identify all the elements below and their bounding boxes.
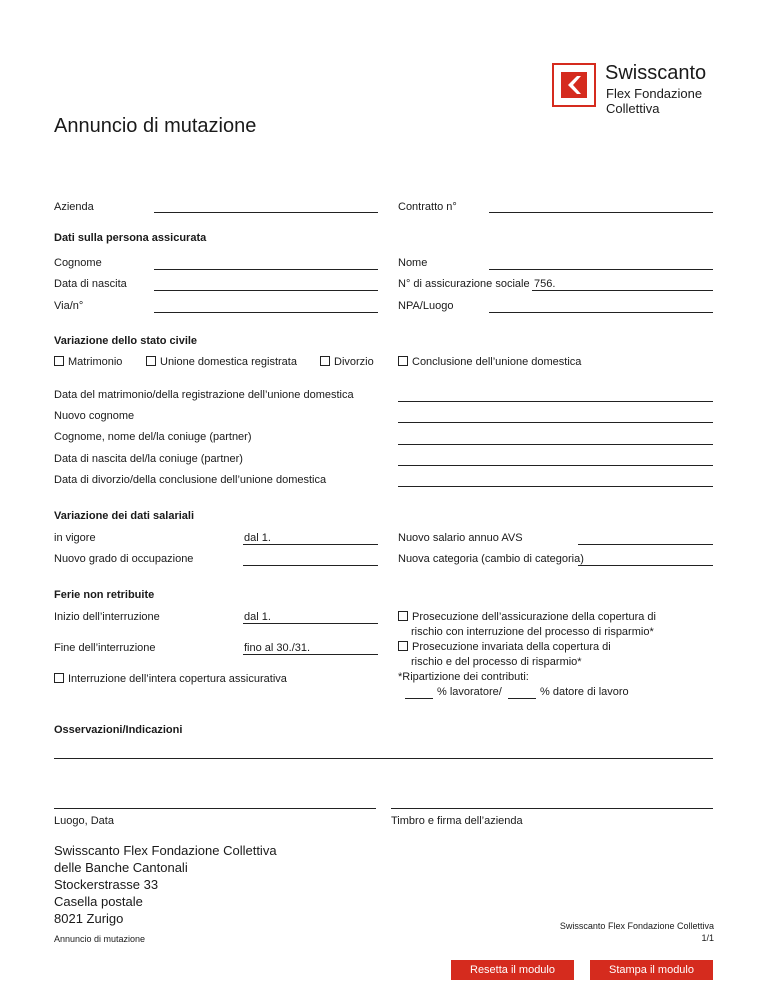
address-line: 8021 Zurigo [54, 911, 124, 926]
via-field[interactable] [154, 312, 378, 313]
datore-pct-field[interactable] [508, 698, 536, 699]
address-line: delle Banche Cantonali [54, 860, 188, 875]
civile-heading: Variazione dello stato civile [54, 335, 198, 347]
civile-field-label: Cognome, nome del/la coniuge (partner) [54, 431, 252, 443]
checkbox-prosecuzione-2[interactable] [398, 641, 611, 653]
nome-label: Nome [398, 257, 428, 269]
civile-field-input[interactable] [398, 401, 713, 402]
prosecuzione-2-line2: rischio e del processo di risparmio* [411, 656, 582, 668]
npa-label: NPA/Luogo [398, 300, 454, 312]
civile-field-label: Nuovo cognome [54, 410, 135, 422]
address-line: Stockerstrasse 33 [54, 877, 159, 892]
checkbox-label: Prosecuzione dell’assicurazione della copertura di [412, 611, 656, 623]
address-block [54, 842, 277, 927]
ahv-label: N° di assicurazione sociale [398, 278, 530, 290]
checkbox-interruzione-intera[interactable] [54, 673, 287, 685]
checkbox-prosecuzione-1[interactable] [398, 611, 656, 623]
checkbox-label: Interruzione dell’intera copertura assicurativa [68, 673, 287, 685]
in-vigore-label: in vigore [54, 532, 96, 544]
fine-fino: fino al 30./31. [244, 642, 311, 654]
ahv-prefix: 756. [534, 278, 556, 290]
ferie-heading: Ferie non retribuite [54, 589, 155, 601]
checkbox-label: Prosecuzione invariata della copertura di [412, 641, 611, 653]
checkbox-label: Matrimonio [68, 356, 123, 368]
in-vigore-dal: dal 1. [244, 532, 271, 544]
grado-label: Nuovo grado di occupazione [54, 553, 194, 565]
print-button[interactable]: Stampa il modulo [590, 960, 713, 980]
checkbox-label: Conclusione dell’unione domestica [412, 356, 582, 368]
grado-field[interactable] [243, 565, 378, 566]
civile-field-input[interactable] [398, 465, 713, 466]
timbro-label: Timbro e firma dell’azienda [391, 815, 523, 827]
footer-right: Swisscanto Flex Fondazione Collettiva [559, 921, 714, 931]
checkbox-label: Unione domestica registrata [160, 356, 297, 368]
azienda-label: Azienda [54, 201, 94, 213]
persona-heading: Dati sulla persona assicurata [54, 232, 207, 244]
checkbox-icon [54, 673, 64, 683]
footer-left: Annuncio di mutazione [54, 934, 146, 944]
checkbox-icon [146, 356, 156, 366]
data-nascita-label: Data di nascita [54, 278, 127, 290]
in-vigore-field[interactable] [243, 544, 378, 545]
reset-button[interactable]: Resetta il modulo [451, 960, 574, 980]
lavoratore-label: % lavoratore/ [437, 686, 502, 698]
checkbox-matrimonio[interactable] [54, 356, 122, 368]
inizio-label: Inizio dell’interruzione [54, 611, 160, 623]
logo-brand: Swisscanto [605, 62, 707, 84]
checkbox-label: Divorzio [334, 356, 374, 368]
osservazioni-heading: Osservazioni/Indicazioni [54, 724, 183, 736]
via-label: Via/n° [54, 300, 84, 312]
npa-field[interactable] [489, 312, 713, 313]
checkbox-icon [54, 356, 64, 366]
luogo-data-field[interactable] [54, 808, 376, 809]
lavoratore-pct-field[interactable] [405, 698, 433, 699]
nuovo-salario-field[interactable] [578, 544, 713, 545]
categoria-label: Nuova categoria (cambio di categoria) [398, 553, 584, 565]
osservazioni-field[interactable] [54, 758, 713, 759]
cognome-field[interactable] [154, 269, 378, 270]
ahv-field[interactable] [532, 290, 713, 291]
page-number: 1/1 [701, 933, 714, 943]
prosecuzione-1-line2: rischio con interruzione del processo di risparmio* [411, 626, 654, 638]
civile-field-input[interactable] [398, 486, 713, 487]
checkbox-conclusione[interactable] [398, 356, 581, 368]
checkbox-icon [398, 611, 408, 621]
salario-heading: Variazione dei dati salariali [54, 510, 195, 522]
inizio-field[interactable] [243, 623, 378, 624]
contratto-field[interactable] [489, 212, 713, 213]
luogo-data-label: Luogo, Data [54, 815, 114, 827]
nome-field[interactable] [489, 269, 713, 270]
civile-field-label: Data di divorzio/della conclusione dell’unione domestica [54, 474, 327, 486]
logo-line2: Flex Fondazione [606, 86, 703, 101]
categoria-field[interactable] [578, 565, 713, 566]
checkbox-icon [398, 641, 408, 651]
civile-field-label: Data di nascita del/la coniuge (partner) [54, 453, 243, 465]
inizio-dal: dal 1. [244, 611, 271, 623]
fine-field[interactable] [243, 654, 378, 655]
checkbox-icon [320, 356, 330, 366]
timbro-field[interactable] [391, 808, 713, 809]
civile-field-input[interactable] [398, 422, 713, 423]
civile-field-label: Data del matrimonio/della registrazione dell’unione domestica [54, 389, 354, 401]
ripartizione-label: *Ripartizione dei contributi: [398, 671, 529, 683]
page-title: Annuncio di mutazione [54, 115, 257, 137]
nuovo-salario-label: Nuovo salario annuo AVS [398, 532, 523, 544]
address-line: Casella postale [54, 894, 143, 909]
civile-field-input[interactable] [398, 444, 713, 445]
logo-mark-icon [552, 63, 596, 107]
checkbox-icon [398, 356, 408, 366]
cognome-label: Cognome [54, 257, 102, 269]
fine-label: Fine dell’interruzione [54, 642, 156, 654]
checkbox-divorzio[interactable] [320, 356, 374, 368]
contratto-label: Contratto n° [398, 201, 457, 213]
checkbox-unione[interactable] [146, 356, 297, 368]
data-nascita-field[interactable] [154, 290, 378, 291]
azienda-field[interactable] [154, 212, 378, 213]
address-line: Swisscanto Flex Fondazione Collettiva [54, 843, 277, 858]
logo-line3: Collettiva [606, 101, 660, 116]
datore-label: % datore di lavoro [540, 686, 629, 698]
